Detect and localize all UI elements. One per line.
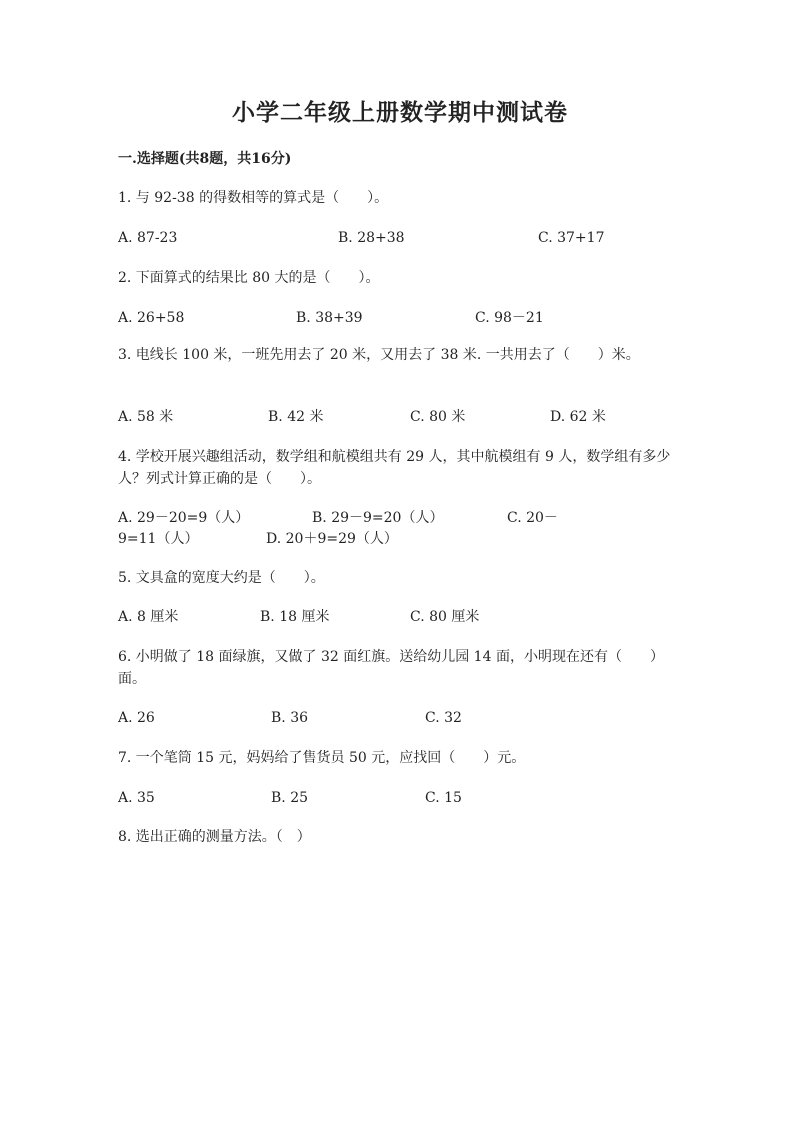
- question-8: 8. 选出正确的测量方法。（ ）: [118, 829, 311, 845]
- question-1-option-b: B. 28+38: [338, 230, 405, 246]
- question-2-option-b: B. 38+39: [296, 310, 363, 326]
- question-2-option-c: C. 98－21: [475, 310, 544, 326]
- question-3: 3. 电线长 100 米，一班先用去了 20 米，又用去了 38 米. 一共用去了（ ）米。: [118, 347, 640, 363]
- question-4-option-b: B. 29－9=20（人）: [312, 510, 444, 526]
- question-1-option-a: A. 87-23: [118, 230, 178, 246]
- question-3-option-a: A. 58 米: [118, 409, 174, 425]
- question-3-option-d: D. 62 米: [550, 409, 606, 425]
- question-3-option-b: B. 42 米: [268, 409, 324, 425]
- question-7-option-b: B. 25: [271, 790, 309, 806]
- section-heading: 一.选择题(共8题，共16分): [118, 151, 292, 167]
- question-5-option-b: B. 18 厘米: [260, 609, 330, 625]
- question-4-option-c-continued: 9=11（人）: [118, 531, 199, 547]
- question-5-option-c: C. 80 厘米: [410, 609, 480, 625]
- question-6-option-b: B. 36: [271, 710, 309, 726]
- question-4: 4. 学校开展兴趣组活动，数学组和航模组共有 29 人，其中航模组有 9 人，数学组有多少人？列式计算正确的是（ ）。: [118, 449, 671, 487]
- question-7: 7. 一个笔筒 15 元，妈妈给了售货员 50 元，应找回（ ）元。: [118, 750, 526, 766]
- question-7-option-a: A. 35: [118, 790, 155, 806]
- question-4-option-d: D. 20＋9=29（人）: [266, 531, 398, 547]
- question-5: 5. 文具盒的宽度大约是（ ）。: [118, 570, 325, 586]
- question-1-option-c: C. 37+17: [538, 230, 605, 246]
- question-6-option-c: C. 32: [425, 710, 462, 726]
- question-2-option-a: A. 26+58: [118, 310, 185, 326]
- question-4-option-a: A. 29－20=9（人）: [118, 510, 250, 526]
- question-6: 6. 小明做了 18 面绿旗，又做了 32 面红旗。送给幼儿园 14 面，小明现在还有（ ）面。: [118, 649, 664, 687]
- question-6-option-a: A. 26: [118, 710, 155, 726]
- question-4-option-c: C. 20－: [507, 510, 558, 526]
- question-1: 1. 与 92-38 的得数相等的算式是（ ）。: [118, 190, 389, 206]
- question-5-option-a: A. 8 厘米: [118, 609, 179, 625]
- question-2: 2. 下面算式的结果比 80 大的是（ ）。: [118, 270, 380, 286]
- page-title: 小学二年级上册数学期中测试卷: [232, 99, 568, 126]
- question-3-option-c: C. 80 米: [410, 409, 466, 425]
- question-7-option-c: C. 15: [425, 790, 462, 806]
